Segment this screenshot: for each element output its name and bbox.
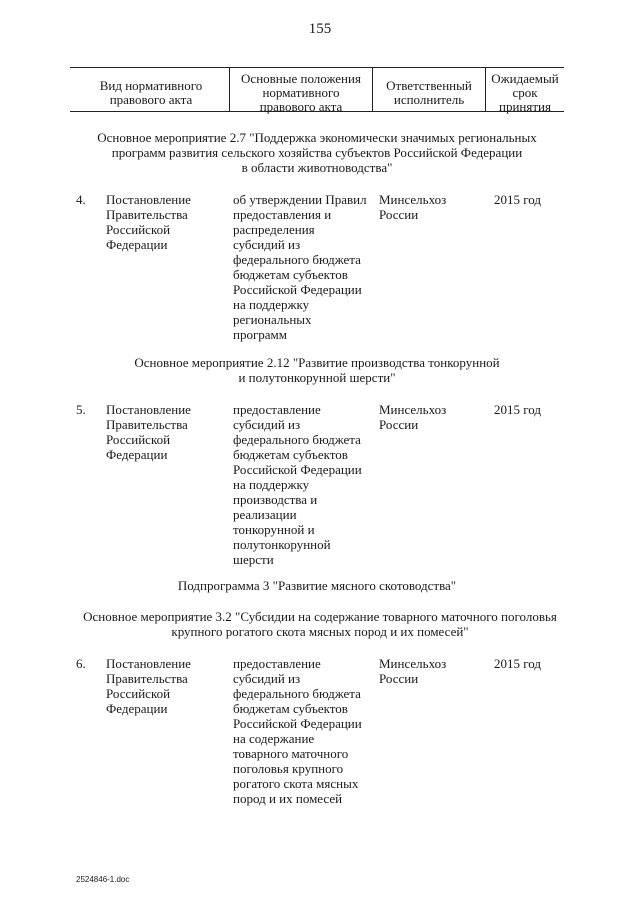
deadline-cell: 2015 год — [494, 192, 541, 207]
provisions-cell: предоставление субсидий из федерального бюджета бюджетам субъектов Российской Федерации на содержание товарного маточного поголовья крупного рогатого скота мясных пород и их помесей — [233, 656, 362, 806]
document-id: 2524846-1.doc — [76, 875, 130, 884]
act-type-cell: Постановление Правительства Российской Федерации — [106, 192, 191, 252]
section-title: Основное мероприятие 2.12 "Развитие производства тонкорунной и полутонкорунной шерсти" — [134, 355, 500, 385]
column-header-act-type: Вид нормативного правового акта — [99, 78, 203, 107]
provisions-cell: предоставление субсидий из федерального бюджета бюджетам субъектов Российской Федерации на поддержку производства и реализации тонкорунной и полутонкорунной шерсти — [233, 402, 362, 567]
subprogram-title: Подпрограмма 3 "Развитие мясного скотоводства" — [177, 578, 457, 593]
table-header-top-rule — [70, 67, 564, 68]
deadline-cell: 2015 год — [494, 402, 541, 417]
provisions-cell: об утверждении Правил предоставления и распределения субсидий из федерального бюджета бюджетам субъектов Российской Федерации на поддержку региональных программ — [233, 192, 367, 342]
executor-cell: Минсельхоз России — [379, 402, 447, 432]
act-type-cell: Постановление Правительства Российской Федерации — [106, 656, 191, 716]
page-number: 155 — [308, 21, 332, 37]
row-number: 4. — [76, 192, 86, 207]
table-header-bottom-rule — [70, 111, 564, 112]
column-header-provisions: Основные положения нормативного правового акта — [241, 71, 361, 114]
executor-cell: Минсельхоз России — [379, 656, 447, 686]
act-type-cell: Постановление Правительства Российской Федерации — [106, 402, 191, 462]
row-number: 5. — [76, 402, 86, 417]
column-header-executor: Ответственный исполнитель — [386, 78, 472, 107]
column-header-deadline: Ожидаемый срок принятия — [491, 71, 559, 114]
executor-cell: Минсельхоз России — [379, 192, 447, 222]
row-number: 6. — [76, 656, 86, 671]
section-title: Основное мероприятие 3.2 "Субсидии на содержание товарного маточного поголовья крупного рогатого скота мясных пород и их помесей" — [83, 609, 557, 639]
section-title: Основное мероприятие 2.7 "Поддержка экономически значимых региональных программ развития сельского хозяйства субъектов Российской Федерации в области животноводства" — [97, 130, 537, 175]
deadline-cell: 2015 год — [494, 656, 541, 671]
